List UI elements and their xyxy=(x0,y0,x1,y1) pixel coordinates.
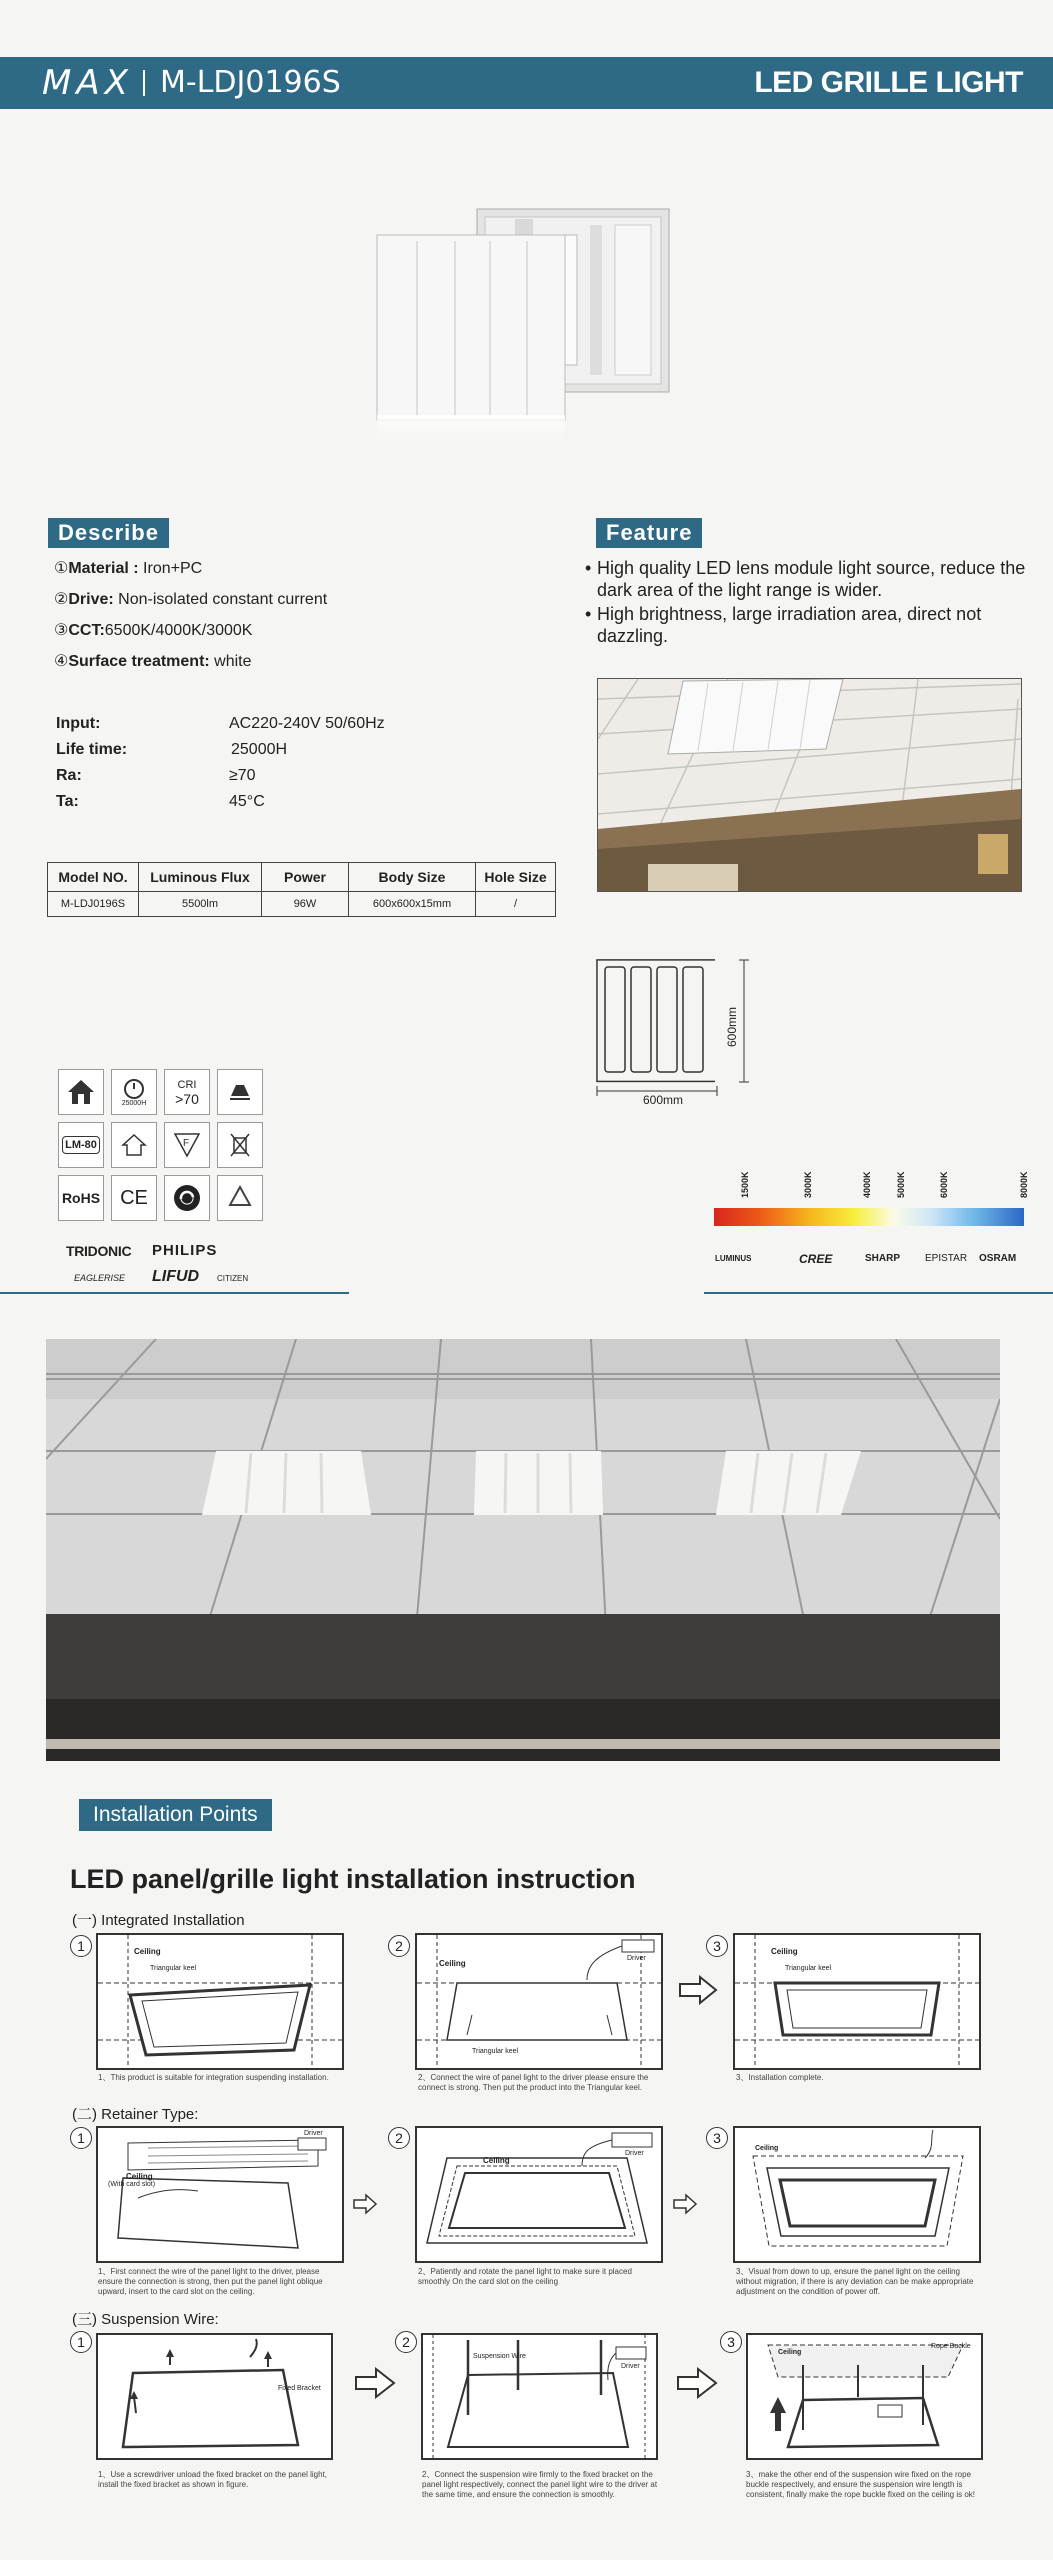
diagram-retainer-1: Driver Ceiling (With card slot) xyxy=(96,2126,344,2263)
ce-badge: CE xyxy=(111,1175,157,1221)
rohs-badge: RoHS xyxy=(58,1175,104,1221)
brand-tridonic: TRIDONIC xyxy=(66,1243,132,1259)
diagram-suspension-2: Suspension Wire Driver xyxy=(421,2333,658,2460)
header-bar xyxy=(0,57,1053,109)
section-heading-retainer: (二) Retainer Type: xyxy=(72,2106,199,2123)
svg-text:F: F xyxy=(183,1138,190,1149)
recycle-icon xyxy=(217,1175,263,1221)
diagram-suspension-3: Ceiling Rope Buckle xyxy=(746,2333,983,2460)
product-title: LED GRILLE LIGHT xyxy=(754,66,1023,99)
lm80-badge: LM-80 xyxy=(58,1122,104,1168)
section-divider-left xyxy=(0,1292,349,1294)
brand-citizen: CITIZEN xyxy=(217,1274,249,1283)
installation-title: LED panel/grille light installation instruction xyxy=(70,1864,636,1894)
spec-row: Life time: 25000H xyxy=(56,741,288,758)
step-caption: 1、This product is suitable for integration suspending installation. xyxy=(98,2073,329,2082)
cri-value: >70 xyxy=(175,1091,199,1107)
step-caption: 3、Visual from down to up, ensure the panel light on the ceiling without migration, if there is any deviation can be make appropriate adjustment on the condition of power off. xyxy=(736,2267,974,2296)
diagram-suspension-1: Fixed Bracket xyxy=(96,2333,333,2460)
feature-title: Feature xyxy=(596,518,702,548)
diagram-integrated-1: Ceiling Triangular keel xyxy=(96,1933,344,2070)
table-header: Body Size xyxy=(349,863,476,892)
home-icon xyxy=(58,1069,104,1115)
brand-luminus: LUMINUS xyxy=(715,1254,752,1263)
table-cell: 96W xyxy=(262,892,349,917)
step-number: 2 xyxy=(388,1935,410,1957)
brand-lifud: LIFUD xyxy=(152,1268,200,1285)
spec-list xyxy=(56,715,436,819)
diagram-retainer-2: Ceiling Driver xyxy=(415,2126,663,2263)
chip-brands xyxy=(715,1253,1025,1269)
cct-tick-label: 5000K xyxy=(896,1171,906,1198)
table-header: Power xyxy=(262,863,349,892)
step-number: 1 xyxy=(70,1935,92,1957)
height-dimension: 600mm xyxy=(725,1006,739,1047)
brand-logo: MAX xyxy=(42,63,133,103)
diagram-integrated-3: Ceiling Triangular keel xyxy=(733,1933,981,2070)
cct-tick-label: 3000K xyxy=(803,1171,813,1198)
table-header-row xyxy=(48,863,556,892)
describe-item: ④Surface treatment: white xyxy=(54,653,252,670)
step-number: 3 xyxy=(720,2331,742,2353)
arrow-right-icon xyxy=(354,2367,396,2399)
table-header: Hole Size xyxy=(476,863,556,892)
installation-tab: Installation Points xyxy=(79,1799,272,1831)
feature-list xyxy=(585,557,1030,647)
step-caption: 2、Connect the wire of panel light to the driver please ensure the connect is strong. Then put the product into the Triangular keel. xyxy=(418,2073,649,2092)
arrow-right-icon xyxy=(352,2193,378,2215)
table-header: Luminous Flux xyxy=(139,863,262,892)
step-number: 1 xyxy=(70,2127,92,2149)
step-caption: 1、Use a screwdriver unload the fixed bracket on the panel light, install the fixed bracket as shown in figure. xyxy=(98,2470,328,2489)
arrow-right-icon xyxy=(678,1975,718,2005)
table-cell: 5500lm xyxy=(139,892,262,917)
diagram-integrated-2: Ceiling Driver Triangular keel xyxy=(415,1933,663,2070)
arrow-right-icon xyxy=(676,2367,718,2399)
step-number: 2 xyxy=(388,2127,410,2149)
step-caption: 1、First connect the wire of the panel light to the driver, please ensure the connection is strong, then put the panel light oblique upward, insert to the card slot on the ceiling. xyxy=(98,2267,323,2296)
model-table xyxy=(47,862,556,917)
dimension-drawing xyxy=(595,955,755,1105)
lamp-icon xyxy=(217,1069,263,1115)
step-caption: 2、Patiently and rotate the panel light to make sure it placed smoothly On the card slot on the ceiling xyxy=(418,2267,632,2286)
step-number: 3 xyxy=(706,2127,728,2149)
brand-osram: OSRAM xyxy=(979,1253,1017,1264)
table-cell: M-LDJ0196S xyxy=(48,892,139,917)
section-heading-suspension: (三) Suspension Wire: xyxy=(72,2311,219,2328)
describe-item: ①Material : Iron+PC xyxy=(54,560,203,577)
describe-item: ②Drive: Non-isolated constant current xyxy=(54,591,328,608)
describe-title: Describe xyxy=(48,518,169,548)
diagram-retainer-3: Ceiling xyxy=(733,2126,981,2263)
table-cell: 600x600x15mm xyxy=(349,892,476,917)
brand-sharp: SHARP xyxy=(865,1253,901,1264)
table-row xyxy=(48,892,556,917)
weee-bin-icon xyxy=(217,1122,263,1168)
brand-eaglerise: EAGLERISE xyxy=(74,1273,126,1283)
arrow-right-icon xyxy=(672,2193,698,2215)
step-number: 3 xyxy=(706,1935,728,1957)
cct-tick-label: 1500K xyxy=(740,1171,750,1198)
brand-epistar: EPISTAR xyxy=(925,1253,968,1264)
cct-tick-label: 6000K xyxy=(939,1171,949,1198)
step-caption: 2、Connect the suspension wire firmly to the fixed bracket on the panel light respectively, connect the panel light wire to the driver at the same time, and ensure the connection is smoothly. xyxy=(422,2470,658,2499)
cct-scale xyxy=(714,1170,1029,1230)
cri-badge xyxy=(164,1069,210,1115)
table-cell: / xyxy=(476,892,556,917)
cct-tick-label: 8000K xyxy=(1019,1171,1029,1198)
lifetime-label: 25000H xyxy=(121,1099,147,1107)
house-plug-icon xyxy=(111,1122,157,1168)
cct-gradient-bar xyxy=(714,1208,1024,1226)
section-heading-integrated: (一) Integrated Installation xyxy=(72,1912,245,1929)
product-photo xyxy=(375,205,680,450)
lifetime-icon xyxy=(111,1069,157,1115)
describe-list xyxy=(54,558,327,682)
spec-row: Ta: 45°C xyxy=(56,793,265,810)
f-mark-icon xyxy=(164,1122,210,1168)
feature-bullet: • High quality LED lens module light source, reduce the dark area of the light range is wider. xyxy=(585,558,1026,600)
step-number: 2 xyxy=(395,2331,417,2353)
recycle-circle-icon xyxy=(164,1175,210,1221)
ceiling-photo xyxy=(597,678,1022,892)
cct-tick-label: 4000K xyxy=(862,1171,872,1198)
application-photo xyxy=(46,1339,1000,1761)
step-caption: 3、make the other end of the suspension wire fixed on the rope buckle respectively, and ensure the suspension wire length is consistent, finally make the rope buckle fixed on the ceiling is ok! xyxy=(746,2470,976,2499)
spec-row: Ra: ≥70 xyxy=(56,767,256,784)
section-divider-right xyxy=(704,1292,1053,1294)
step-caption: 3、Installation complete. xyxy=(736,2073,824,2082)
describe-item: ③CCT:6500K/4000K/3000K xyxy=(54,622,253,639)
cri-label: CRI xyxy=(177,1079,197,1091)
model-number: M-LDJ0196S xyxy=(160,65,341,100)
feature-bullet: • High brightness, large irradiation area, direct not dazzling. xyxy=(585,604,982,646)
table-header: Model NO. xyxy=(48,863,139,892)
brand-cree: CREE xyxy=(799,1252,833,1266)
step-number: 1 xyxy=(70,2331,92,2353)
header-divider xyxy=(143,70,145,96)
spec-row: Input: AC220-240V 50/60Hz xyxy=(56,715,385,732)
width-dimension: 600mm xyxy=(643,1093,684,1107)
brand-philips: PHILIPS xyxy=(152,1242,218,1259)
